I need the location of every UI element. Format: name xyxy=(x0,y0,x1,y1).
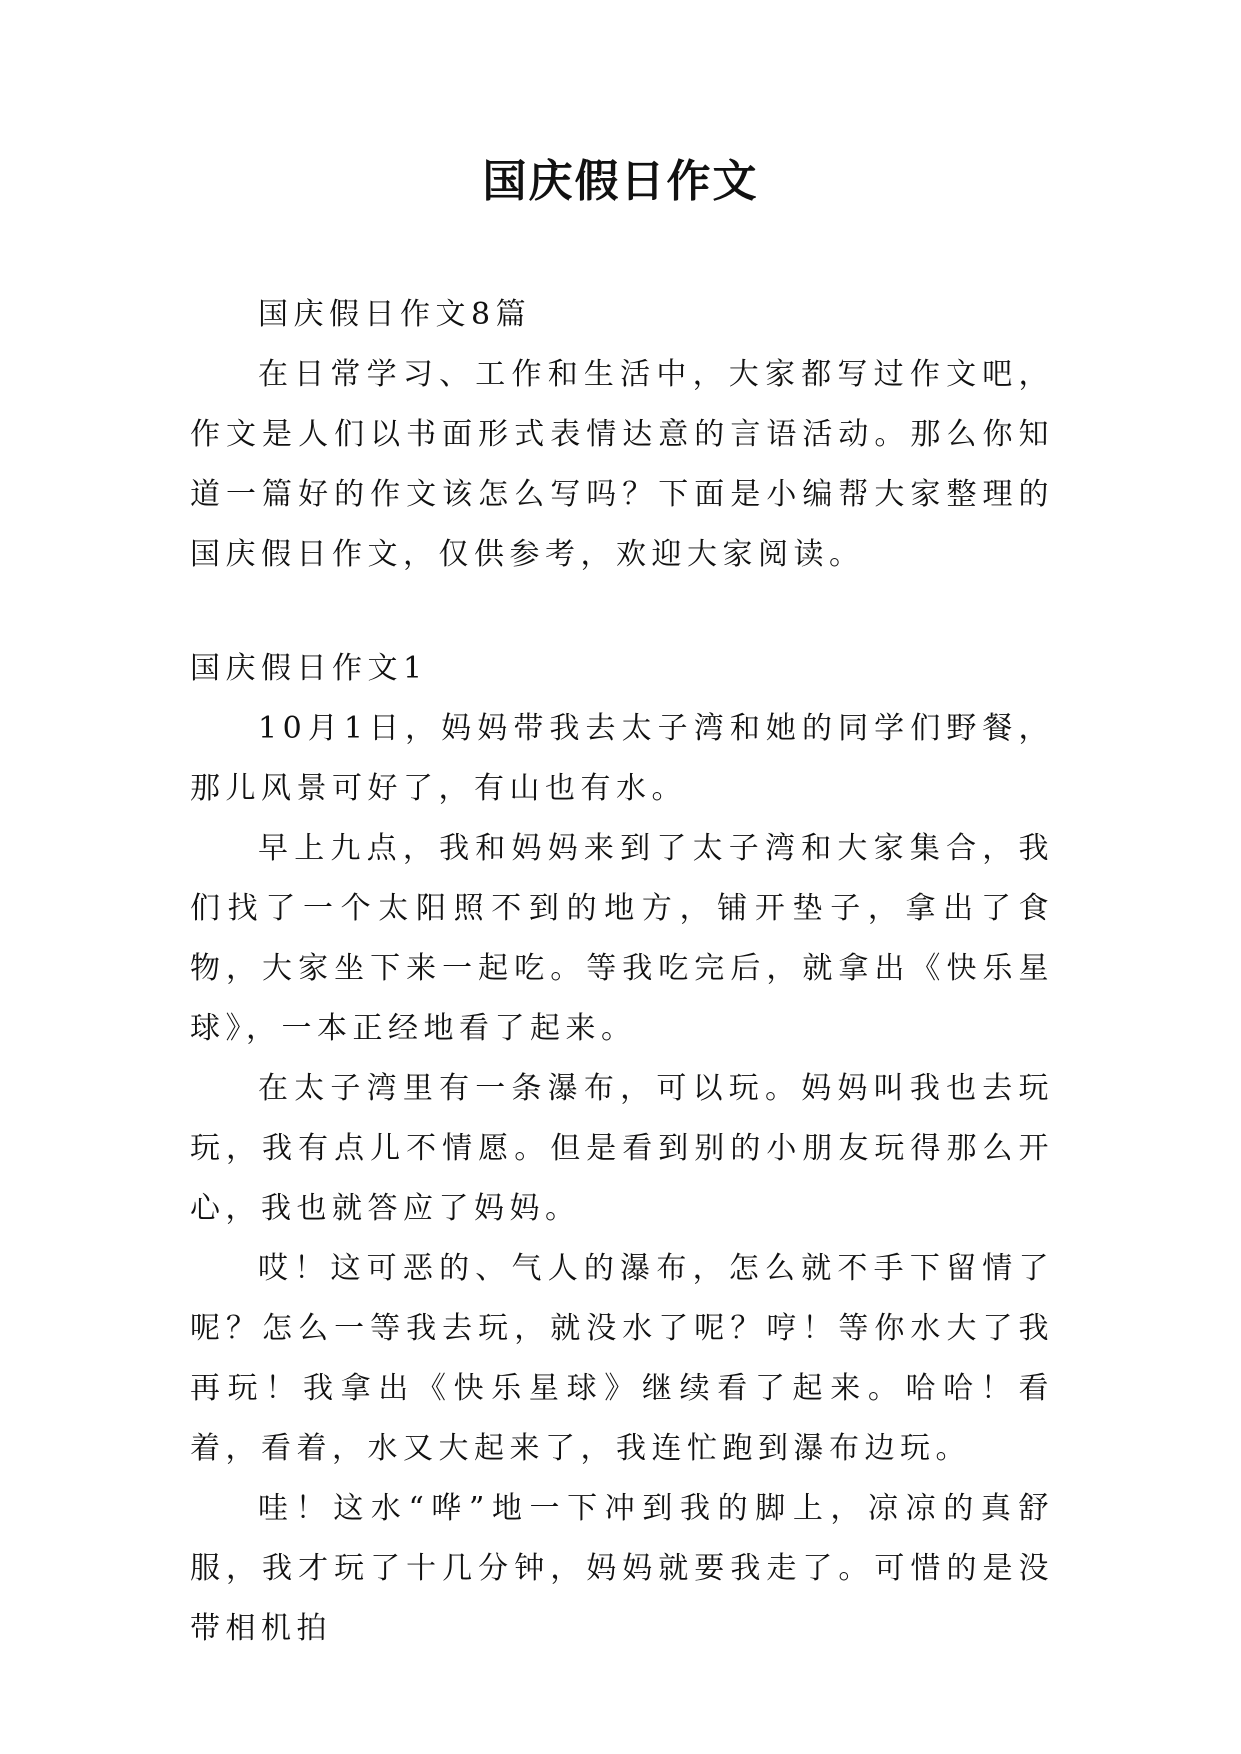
body-paragraph: 哇！这水“哗”地一下冲到我的脚上，凉凉的真舒服，我才玩了十几分钟，妈妈就要我走了。可惜的是没带相机拍 xyxy=(190,1491,1054,1646)
section-heading: 国庆假日作文1 xyxy=(190,651,428,686)
document-body xyxy=(190,285,1054,1659)
body-paragraph: 哎！这可恶的、气人的瀑布，怎么就不手下留情了呢？怎么一等我去玩，就没水了呢？哼！等你水大了我再玩！我拿出《快乐星球》继续看了起来。哈哈！看着，看着，水又大起来了，我连忙跑到瀑布边玩。 xyxy=(190,1251,1054,1466)
document-title: 国庆假日作文 xyxy=(482,156,759,207)
section-spacer xyxy=(190,585,1054,639)
subtitle-paragraph: 国庆假日作文8篇 xyxy=(258,297,532,332)
intro-paragraph: 在日常学习、工作和生活中，大家都写过作文吧，作文是人们以书面形式表情达意的言语活动。那么你知道一篇好的作文该怎么写吗？下面是小编帮大家整理的国庆假日作文，仅供参考，欢迎大家阅读。 xyxy=(190,357,1054,572)
body-paragraph: 10月1日，妈妈带我去太子湾和她的同学们野餐，那儿风景可好了，有山也有水。 xyxy=(190,711,1054,806)
body-paragraph: 早上九点，我和妈妈来到了太子湾和大家集合，我们找了一个太阳照不到的地方，铺开垫子，拿出了食物，大家坐下来一起吃。等我吃完后，就拿出《快乐星球》，一本正经地看了起来。 xyxy=(190,831,1054,1046)
body-paragraph: 在太子湾里有一条瀑布，可以玩。妈妈叫我也去玩玩，我有点儿不情愿。但是看到别的小朋友玩得那么开心，我也就答应了妈妈。 xyxy=(190,1071,1054,1226)
